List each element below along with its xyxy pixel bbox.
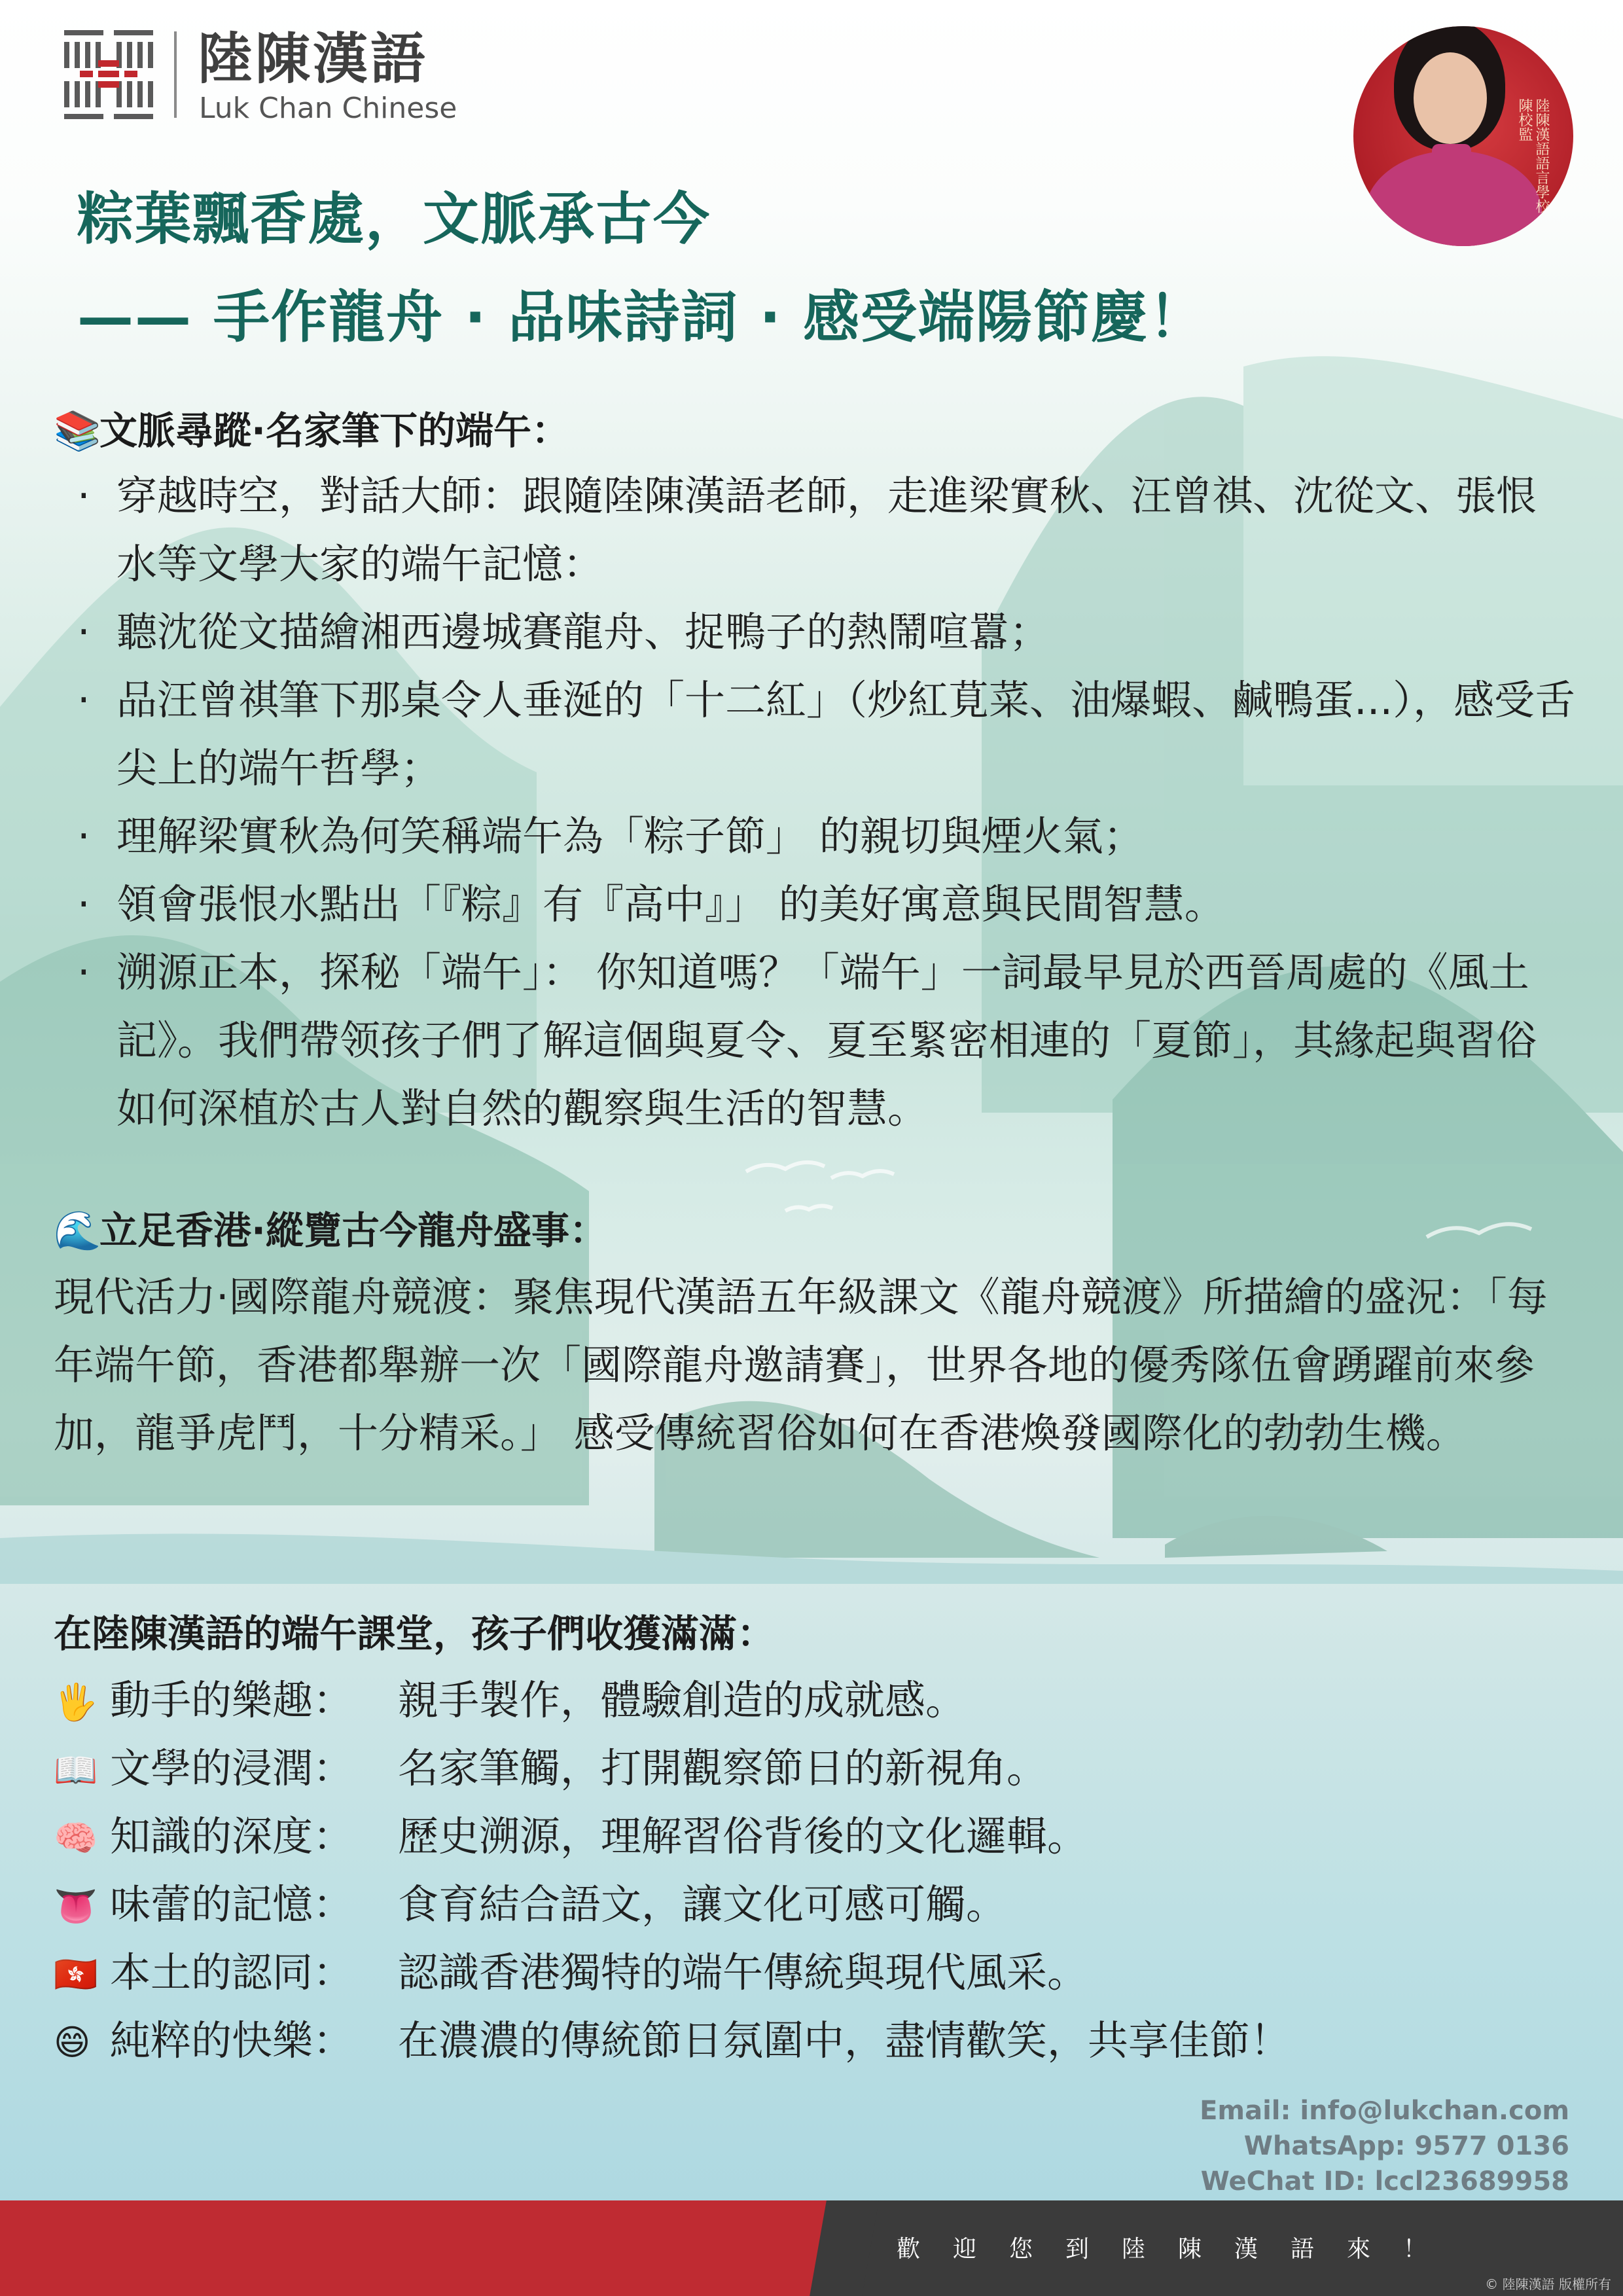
benefit-item: 🖐 動手的樂趣： 親手製作，體驗創造的成就感。 [54, 1666, 966, 1736]
logo-chinese-name: 陸陳漢語 [198, 27, 429, 91]
list-item: · 理解梁實秋為何笑稱端午為「粽子節」 的親切與煙火氣； [77, 802, 1576, 870]
section-2-paragraph: 現代活力·國際龍舟競渡：聚焦現代漢語五年級課文《龍舟競渡》所描繪的盛況：「每年端午節，香港都舉辦一次「國際龍舟邀請賽」，世界各地的優秀隊伍會踴躍前來參加，龍爭虎鬥，十分精采。」 感受傳統習俗如何在香港煥發國際化的勃勃生機。 [54, 1273, 1548, 1457]
page-title-line-2: —— 手作龍舟 · 品味詩詞 · 感受端陽節慶！ [77, 285, 1207, 350]
section-1-heading: 📚文脈尋蹤·名家筆下的端午： [54, 404, 569, 457]
list-item: · 領會張恨水點出「『粽』有『高中』」 的美好寓意與民間智慧。 [77, 870, 1576, 939]
bullet-dot: · [77, 948, 90, 996]
bullet-dot: · [77, 812, 90, 860]
brain-icon: 🧠 [54, 1818, 98, 1859]
section-2-heading: 🌊立足香港·縱覽古今龍舟盛事： [54, 1204, 607, 1257]
grinning-face-icon: 😄 [54, 2022, 91, 2063]
list-item: · 聽沈從文描繪湘西邊城賽龍舟、捉鴨子的熱鬧喧囂； [77, 598, 1576, 666]
books-icon: 📚 [54, 408, 101, 453]
bullet-dot: · [77, 472, 90, 520]
hand-icon: 🖐 [54, 1681, 98, 1723]
hong-kong-flag-icon: 🇭🇰 [54, 1954, 98, 1995]
footer-red-band [0, 2200, 844, 2296]
list-item: · 穿越時空，對話大師：跟隨陸陳漢語老師，走進梁實秋、汪曾祺、沈從文、張恨水等文學大家的端午記憶： [77, 462, 1576, 598]
logo-divider [174, 31, 177, 118]
wave-icon: 🌊 [54, 1208, 101, 1253]
list-item: · 溯源正本，探秘「端午」： 你知道嗎？「端午」一詞最早見於西晉周處的《風土記》。我們帶领孩子們了解這個與夏令、夏至緊密相連的「夏節」，其緣起與習俗如何深植於古人對自然的觀察與生活的智慧。 [77, 939, 1576, 1143]
footer-welcome-text: 歡迎您到陸陳漢語來！ [897, 2236, 1460, 2263]
tongue-icon: 👅 [54, 1886, 98, 1927]
bullet-dot: · [77, 880, 90, 928]
page-title-line-1: 粽葉飄香處，文脈承古今 [77, 187, 711, 252]
benefit-item: 📖 文學的浸潤： 名家筆觸，打開觀察節日的新視角。 [54, 1734, 1047, 1804]
footer-dark-band [844, 2200, 1623, 2296]
footer-copyright: © 陸陳漢語 版權所有 [1485, 2276, 1611, 2292]
list-item: · 品汪曾祺筆下那桌令人垂涎的「十二紅」（炒紅莧菜、油爆蝦、鹹鴨蛋...），感受舌尖上的端午哲學； [77, 666, 1576, 802]
benefit-item: 😄 純粹的快樂： 在濃濃的傳統節日氛圍中，盡情歡笑，共享佳節！ [54, 2007, 1291, 2077]
benefit-item: 🇭🇰 本土的認同： 認識香港獨特的端午傳統與現代風采。 [54, 1939, 1088, 2009]
contact-email[interactable]: Email: info@lukchan.com [1200, 2096, 1569, 2126]
contact-whatsapp[interactable]: WhatsApp: 9577 0136 [1243, 2131, 1569, 2161]
open-book-icon: 📖 [54, 1749, 98, 1791]
contact-info [1200, 2093, 1569, 2199]
avatar-stamp-text: 陸陳漢語語言學校 陸陳校監 [1516, 98, 1550, 232]
contact-wechat[interactable]: WeChat ID: lccl23689958 [1200, 2166, 1569, 2197]
principal-avatar [1353, 26, 1573, 246]
bullet-dot: · [77, 608, 90, 656]
section-3-heading: 在陸陳漢語的端午課堂，孩子們收獲滿滿： [54, 1611, 776, 1656]
logo-english-name: Luk Chan Chinese [199, 92, 457, 125]
benefit-item: 🧠 知識的深度： 歷史溯源，理解習俗背後的文化邏輯。 [54, 1803, 1088, 1873]
benefit-item: 👅 味蕾的記憶： 食育結合語文，讓文化可感可觸。 [54, 1871, 1007, 1941]
brand-logo [64, 27, 457, 126]
bullet-dot: · [77, 676, 90, 724]
logo-mark-icon [64, 30, 153, 119]
